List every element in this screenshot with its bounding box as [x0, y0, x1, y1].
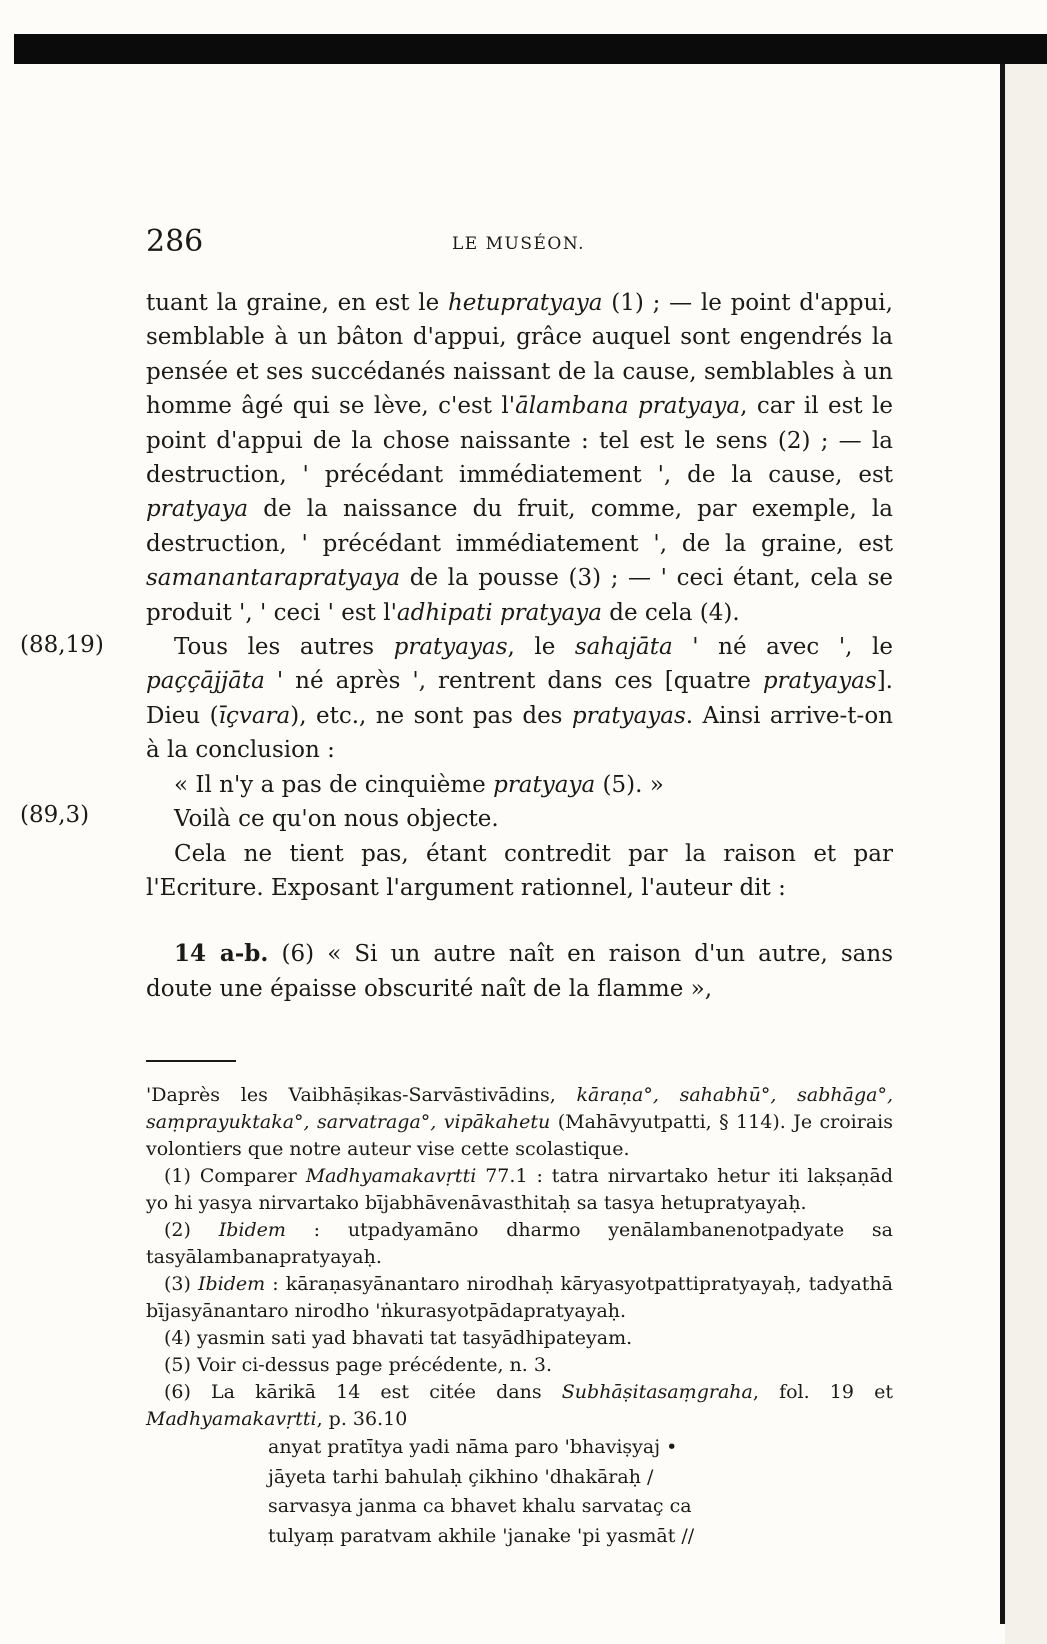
- verse-line: anyat pratītya yadi nāma paro 'bhaviṣyaj •: [268, 1436, 678, 1459]
- right-page-edge: [1005, 64, 1047, 1644]
- margin-reference-2: (89,3): [20, 802, 90, 828]
- verse-line: tulyaṃ paratvam akhile 'janake 'pi yasmāt //: [268, 1524, 695, 1547]
- footnote-4: (4) yasmin sati yad bhavati tat tasyādhipateyam.: [164, 1327, 633, 1350]
- top-scan-border: [14, 34, 1047, 64]
- footnote-2: (2) Ibidem : utpadyamāno dharmo yenālambanenotpadyate sa tasyālambanapratyayaḥ.: [146, 1219, 894, 1269]
- page-number: 286: [146, 224, 204, 259]
- verse-line: sarvasya janma ca bhavet khalu sarvataç ca: [268, 1495, 692, 1518]
- main-text: [146, 286, 893, 1551]
- verse-line: jāyeta tarhi bahulaḥ çikhino 'dhakāraḥ /: [268, 1465, 654, 1488]
- sanskrit-verse: [146, 1433, 893, 1551]
- footnote-6: (6) La kārikā 14 est citée dans Subhāṣitasaṃgraha, fol. 19 et Madhyamakavṛtti, p. 36.10: [146, 1381, 893, 1431]
- quotation: « Il n'y a pas de cinquième pratyaya (5). »: [174, 771, 664, 798]
- paragraph-4: Cela ne tient pas, étant contredit par la raison et par l'Ecriture. Exposant l'argument rationnel, l'auteur dit :: [146, 840, 893, 901]
- footnote-0: 'Daprès les Vaibhāṣikas-Sarvāstivādins, kāraṇa°, sahabhū°, sabhāga°, saṃprayuktaka°, sarvatraga°, vipākahetu (Mahāvyutpatti, § 114). Je croirais volontiers que notre auteur vise cette scolastique.: [146, 1084, 893, 1161]
- footnote-rule: [146, 1060, 236, 1062]
- margin-reference-1: (88,19): [20, 632, 104, 658]
- running-header: [146, 224, 893, 264]
- karika-verse: 14 a-b. (6) « Si un autre naît en raison d'un autre, sans doute une épaisse obscurité naît de la flamme »,: [146, 940, 894, 1002]
- footnote-1: (1) Comparer Madhyamakavṛtti 77.1 : tatra nirvartako hetur iti lakṣaṇād yo hi yasya nirvartako bījabhāvenāvasthitaḥ sa tasya hetupratyayaḥ.: [146, 1165, 893, 1215]
- paragraph-3: Voilà ce qu'on nous objecte.: [174, 806, 499, 833]
- karika-label: 14 a-b.: [174, 940, 269, 968]
- footnote-3: (3) Ibidem : kāraṇasyānantaro nirodhaḥ kāryasyotpattipratyayaḥ, tadyathā bījasyānantaro nirodho 'ṅkurasyotpādapratyayaḥ.: [146, 1273, 893, 1323]
- paragraph-1: tuant la graine, en est le hetupratyaya (1) ; — le point d'appui, semblable à un bâton d'appui, grâce auquel sont engendrés la pensée et ses succédanés naissant de la cause, semblables à un homme âgé qui se lève, c'est l'ālambana pratyaya, car il est le point d'appui de la chose naissante : tel est le sens (2) ; — la destruction, ' précédant immédiatement ', de la cause, est pratyaya de la naissance du fruit, comme, par exemple, la destruction, ' précédant immédiatement ', de la graine, est samanantarapratyaya de la pousse (3) ; — ' ceci étant, cela se produit ', ' ceci ' est l'adhipati pratyaya de cela (4).: [146, 290, 893, 626]
- footnote-5: (5) Voir ci-dessus page précédente, n. 3.: [164, 1354, 552, 1377]
- paragraph-2: Tous les autres pratyayas, le sahajāta ' né avec ', le paççājjāta ' né après ', rentrent dans ces [quatre pratyayas]. Dieu (īçvara), etc., ne sont pas des pratyayas. Ainsi arrive-t-on à la conclusion :: [146, 634, 893, 764]
- journal-title: LE MUSÉON.: [452, 234, 586, 254]
